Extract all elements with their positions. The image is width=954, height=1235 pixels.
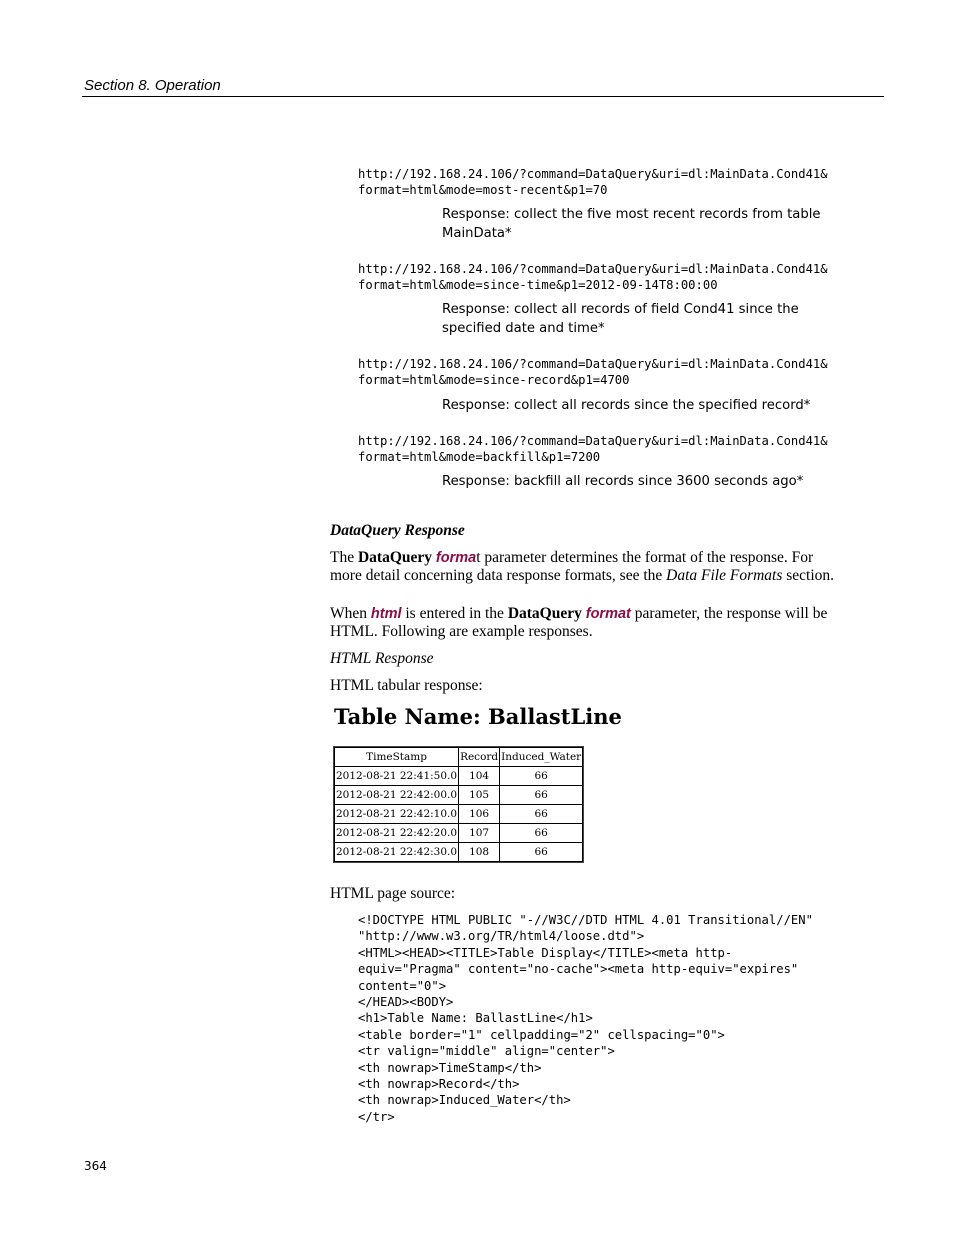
table-cell: 105: [459, 786, 500, 805]
table-cell: 2012-08-21 22:42:10.0: [335, 805, 459, 824]
code-line: </tr>: [358, 1109, 395, 1124]
table-row: [335, 786, 583, 805]
table-cell: 66: [500, 843, 583, 862]
code-line: <th nowrap>TimeStamp</th>: [358, 1060, 542, 1075]
table-cell: 108: [459, 843, 500, 862]
url-line: http://192.168.24.106/?command=DataQuery&uri=dl:MainData.Cond41&: [358, 357, 828, 371]
url-line: http://192.168.24.106/?command=DataQuery&uri=dl:MainData.Cond41&: [358, 167, 828, 181]
url-example-2: [358, 262, 828, 293]
code-line: <th nowrap>Record</th>: [358, 1077, 520, 1092]
table-cell: 66: [500, 824, 583, 843]
table-cell: 66: [500, 805, 583, 824]
url-line: http://192.168.24.106/?command=DataQuery&uri=dl:MainData.Cond41&: [358, 262, 828, 276]
url-line: format=html&mode=most-recent&p1=70: [358, 182, 608, 197]
page-source-label: HTML page source:: [330, 885, 456, 902]
url-line: http://192.168.24.106/?command=DataQuery&uri=dl:MainData.Cond41&: [358, 434, 828, 448]
section-header: Section 8. Operation: [84, 77, 221, 94]
table-cell: 66: [500, 767, 583, 786]
code-line: <th nowrap>Induced_Water</th>: [358, 1093, 571, 1108]
response-text-3: Response: collect all records since the specified record*: [442, 398, 811, 413]
code-line: equiv="Pragma" content="no-cache"><meta http-equiv="expires": [358, 962, 799, 977]
table-cell: 2012-08-21 22:42:00.0: [335, 786, 459, 805]
url-example-1: [358, 167, 828, 198]
url-example-3: [358, 357, 828, 388]
table-title: Table Name: BallastLine: [334, 704, 622, 729]
response-text-4: Response: backfill all records since 3600 seconds ago*: [442, 474, 804, 489]
response-text-1: Response: collect the five most recent records from table MainData*: [442, 207, 821, 241]
response-text-2: Response: collect all records of field Cond41 since the specified date and time*: [442, 302, 799, 336]
code-line: <table border="1" cellpadding="2" cellspacing="0">: [358, 1027, 725, 1042]
page-number: 364: [84, 1159, 107, 1173]
section-subheading: DataQuery Response: [330, 522, 465, 539]
code-line: <!DOCTYPE HTML PUBLIC "-//W3C//DTD HTML 4.01 Transitional//EN": [358, 913, 813, 927]
code-line: <tr valign="middle" align="center">: [358, 1044, 615, 1059]
table-row: [335, 805, 583, 824]
code-line: </HEAD><BODY>: [358, 995, 454, 1010]
code-line: "http://www.w3.org/TR/html4/loose.dtd">: [358, 929, 645, 944]
page-source-code: [358, 912, 813, 1125]
table-row: [335, 843, 583, 862]
column-header: Record: [459, 748, 500, 767]
table-cell: 106: [459, 805, 500, 824]
code-line: content="0">: [358, 978, 447, 993]
url-line: format=html&mode=backfill&p1=7200: [358, 449, 601, 464]
url-example-4: [358, 434, 828, 465]
table-header-row: [335, 748, 583, 767]
table-cell: 66: [500, 786, 583, 805]
header-divider: [82, 96, 884, 97]
paragraph-format: The DataQuery format parameter determines the format of the response. For more detail concerning data response formats, see the Data File Formats section.: [330, 549, 835, 584]
tabular-response-label: HTML tabular response:: [330, 677, 483, 694]
table-cell: 2012-08-21 22:42:20.0: [335, 824, 459, 843]
url-line: format=html&mode=since-time&p1=2012-09-14T8:00:00: [358, 277, 718, 292]
ballastline-table: [334, 747, 583, 862]
table-cell: 2012-08-21 22:41:50.0: [335, 767, 459, 786]
code-line: <HTML><HEAD><TITLE>Table Display</TITLE><meta http-: [358, 945, 733, 960]
table-row: [335, 824, 583, 843]
table-row: [335, 767, 583, 786]
html-response-label: HTML Response: [330, 650, 434, 667]
code-line: <h1>Table Name: BallastLine</h1>: [358, 1011, 593, 1026]
table-cell: 104: [459, 767, 500, 786]
paragraph-html: When html is entered in the DataQuery format parameter, the response will be HTML. Following are example responses.: [330, 605, 828, 640]
url-line: format=html&mode=since-record&p1=4700: [358, 372, 630, 387]
table-cell: 2012-08-21 22:42:30.0: [335, 843, 459, 862]
column-header: Induced_Water: [500, 748, 583, 767]
column-header: TimeStamp: [335, 748, 459, 767]
table-cell: 107: [459, 824, 500, 843]
